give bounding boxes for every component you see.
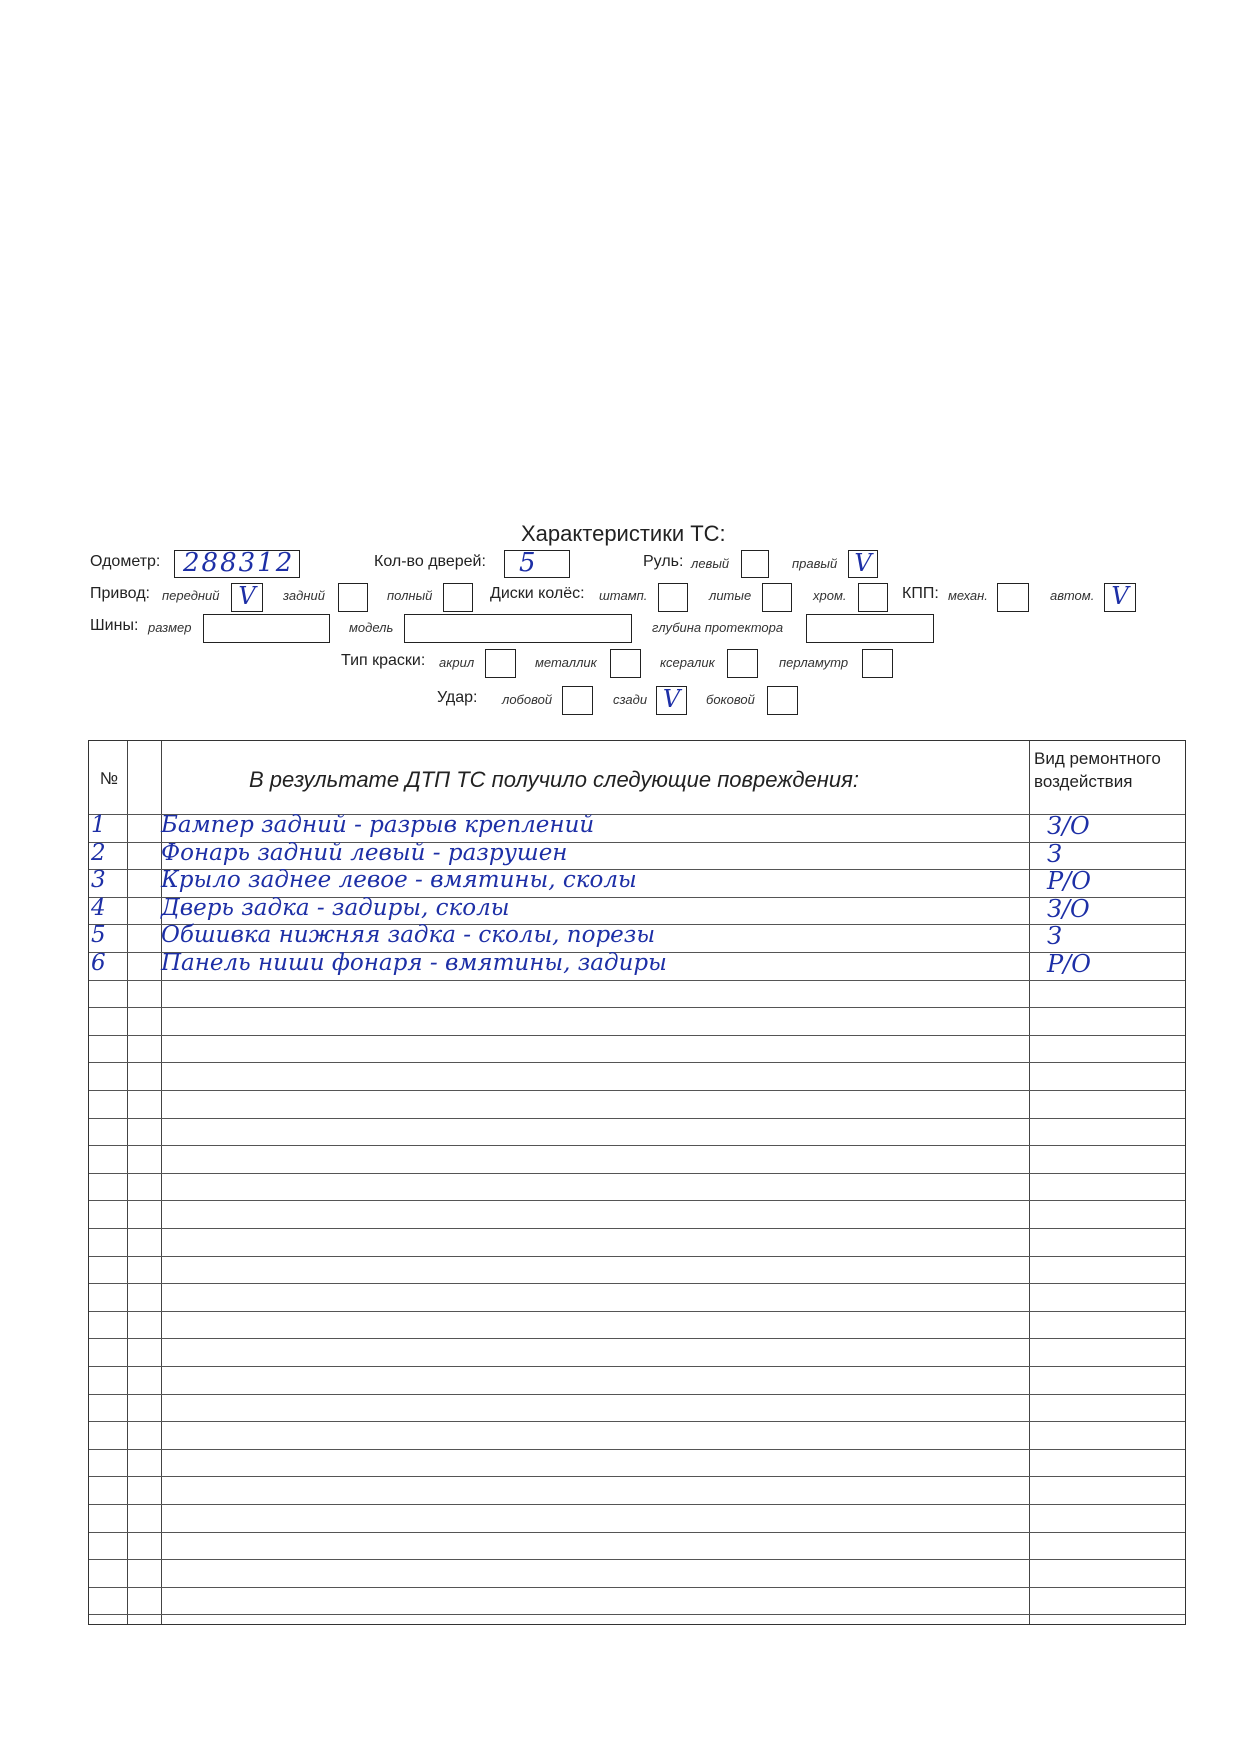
table-rule-line <box>89 1228 1185 1229</box>
impact-rear-label: сзади <box>613 692 648 707</box>
table-row <box>89 812 1185 839</box>
tires-size-label: размер <box>148 620 192 635</box>
wheels-stamp-checkbox[interactable] <box>658 583 688 612</box>
table-rule-line <box>89 1532 1185 1533</box>
row-number: 1 <box>91 812 106 838</box>
table-rule-line <box>89 1449 1185 1450</box>
row-repair-type: Р/О <box>1047 950 1091 978</box>
paint-pearl-checkbox[interactable] <box>862 649 893 678</box>
gearbox-auto-mark: V <box>1111 582 1129 610</box>
table-rule-line <box>89 1338 1185 1339</box>
table-rule-line <box>89 1587 1185 1588</box>
row-number: 6 <box>91 950 106 976</box>
table-row <box>89 950 1185 977</box>
paint-xeralic-checkbox[interactable] <box>727 649 758 678</box>
table-rule-line <box>89 1035 1185 1036</box>
paint-xeralic-label: ксералик <box>660 655 715 670</box>
table-row <box>89 922 1185 949</box>
row-damage-text: Дверь задка - задиры, сколы <box>161 894 510 921</box>
tires-model-field[interactable] <box>404 614 632 643</box>
table-rule-line <box>89 1504 1185 1505</box>
row-repair-type: З/О <box>1047 812 1090 840</box>
gearbox-auto-label: автом. <box>1050 588 1095 603</box>
table-rule-line <box>89 1200 1185 1201</box>
row-number: 3 <box>91 867 106 894</box>
steering-label: Руль: <box>643 553 684 570</box>
odometer-label: Одометр: <box>90 553 161 570</box>
row-damage-text: Панель ниши фонаря - вмятины, задиры <box>161 950 667 976</box>
wheels-label: Диски колёс: <box>490 585 585 602</box>
row-number: 4 <box>91 894 106 921</box>
impact-side-checkbox[interactable] <box>767 686 798 715</box>
table-rule-line <box>89 1173 1185 1174</box>
tires-depth-field[interactable] <box>806 614 934 643</box>
impact-side-label: боковой <box>706 692 755 707</box>
impact-label: Удар: <box>437 689 478 706</box>
wheels-chrome-label: хром. <box>813 588 847 603</box>
steering-right-mark: V <box>854 549 872 577</box>
drive-full-label: полный <box>387 588 433 603</box>
impact-front-checkbox[interactable] <box>562 686 593 715</box>
table-rule-line <box>89 1007 1185 1008</box>
row-number: 2 <box>91 839 106 866</box>
tires-depth-label: глубина протектора <box>652 620 784 635</box>
table-rule-line <box>89 1476 1185 1477</box>
paint-acrylic-checkbox[interactable] <box>485 649 516 678</box>
steering-left-checkbox[interactable] <box>741 550 769 578</box>
table-row <box>89 840 1185 867</box>
paint-metallic-checkbox[interactable] <box>610 649 641 678</box>
gearbox-label: КПП: <box>902 585 939 602</box>
table-rule-line <box>89 1118 1185 1119</box>
table-rule-line <box>89 1256 1185 1257</box>
table-row <box>89 895 1185 922</box>
paint-acrylic-label: акрил <box>439 655 475 670</box>
tires-size-field[interactable] <box>203 614 330 643</box>
row-repair-type: Р/О <box>1047 867 1091 896</box>
doors-value: 5 <box>519 548 536 578</box>
row-repair-type: З/О <box>1047 894 1090 923</box>
wheels-stamp-label: штамп. <box>599 588 648 603</box>
paint-label: Тип краски: <box>341 652 426 669</box>
wheels-cast-label: литые <box>709 588 752 603</box>
drive-front-checkbox[interactable] <box>231 583 263 612</box>
table-rule-line <box>89 1090 1185 1091</box>
header-damage: В результате ДТП ТС получило следующие повреждения: <box>249 767 859 792</box>
header-repair: Вид ремонтного воздействия <box>1034 749 1161 791</box>
drive-front-label: передний <box>162 588 220 603</box>
row-number: 5 <box>91 922 106 949</box>
gearbox-manual-label: механ. <box>948 588 988 603</box>
header-no: № <box>99 769 119 788</box>
wheels-chrome-checkbox[interactable] <box>858 583 888 612</box>
table-rule-line <box>89 1311 1185 1312</box>
steering-right-checkbox[interactable] <box>848 550 878 578</box>
row-repair-type: З <box>1047 839 1062 868</box>
table-rule-line <box>89 1559 1185 1560</box>
paint-pearl-label: перламутр <box>779 655 849 670</box>
paint-metallic-label: металлик <box>535 655 597 670</box>
row-damage-text: Бампер задний - разрыв креплений <box>161 812 595 838</box>
doors-label: Кол-во дверей: <box>374 553 486 570</box>
steering-left-label: левый <box>691 556 730 571</box>
table-row <box>89 867 1185 894</box>
tires-label: Шины: <box>90 617 139 634</box>
impact-front-label: лобовой <box>502 692 553 707</box>
drive-label: Привод: <box>90 585 150 602</box>
wheels-cast-checkbox[interactable] <box>762 583 792 612</box>
table-rule-line <box>89 1614 1185 1615</box>
table-rule-line <box>89 1421 1185 1422</box>
damage-table <box>88 740 1186 1625</box>
table-rule-line <box>89 1283 1185 1284</box>
tires-model-label: модель <box>349 620 394 635</box>
drive-rear-label: задний <box>283 588 325 603</box>
row-repair-type: З <box>1047 922 1062 951</box>
table-rule-line <box>89 980 1185 981</box>
odometer-value: 288312 <box>183 548 295 578</box>
odometer-field[interactable] <box>174 550 300 578</box>
table-rule-line <box>89 1366 1185 1367</box>
drive-rear-checkbox[interactable] <box>338 583 368 612</box>
drive-front-mark: V <box>238 582 256 610</box>
impact-rear-mark: V <box>662 685 681 713</box>
table-rule-line <box>89 1394 1185 1395</box>
drive-full-checkbox[interactable] <box>443 583 473 612</box>
form-title: Характеристики ТС: <box>521 521 726 546</box>
gearbox-auto-checkbox[interactable] <box>1104 583 1136 612</box>
row-damage-text: Крыло заднее левое - вмятины, сколы <box>161 867 637 894</box>
gearbox-manual-checkbox[interactable] <box>997 583 1029 612</box>
doors-field[interactable] <box>504 550 570 578</box>
table-rule-line <box>89 1145 1185 1146</box>
impact-rear-checkbox[interactable] <box>656 686 687 715</box>
row-damage-text: Обшивка нижняя задка - сколы, порезы <box>161 922 656 949</box>
row-damage-text: Фонарь задний левый - разрушен <box>161 839 568 866</box>
table-rule-line <box>89 1062 1185 1063</box>
steering-right-label: правый <box>792 556 838 571</box>
